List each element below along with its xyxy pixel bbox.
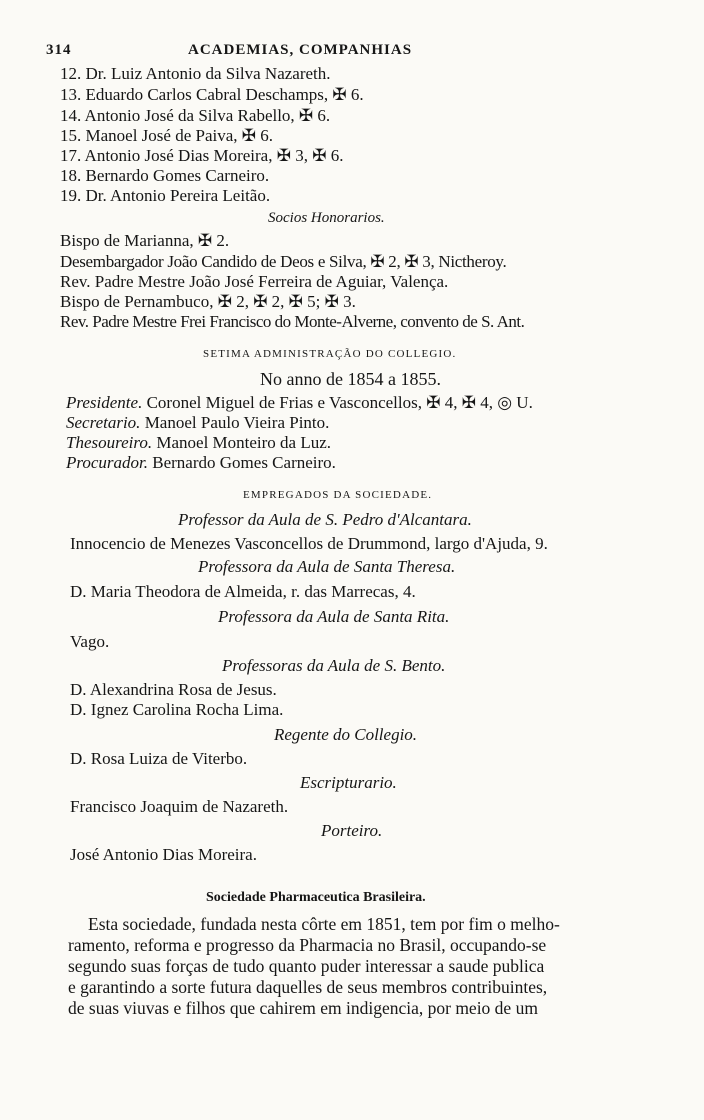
member-line: 15. Manoel José de Paiva, ✠ 6. [60,126,274,145]
admin-name: Coronel Miguel de Frias e Vasconcellos, ✠ 4, ✠ 4, ◎ U. [146,393,533,412]
subheading-rita: Professora da Aula de Santa Rita. [218,607,450,626]
admin-name: Manoel Paulo Vieira Pinto. [144,413,330,432]
subheading-escripturario: Escripturario. [300,773,397,792]
subheading-regente: Regente do Collegio. [274,725,418,744]
admin-role: Procurador. [66,453,149,472]
employee-line: José Antonio Dias Moreira. [70,845,257,864]
admin-row [66,393,533,413]
honorario-line: Rev. Padre Mestre Frei Francisco do Monte-Alverne, convento de S. Ant. [60,312,525,331]
admin-name: Bernardo Gomes Carneiro. [152,453,336,472]
subheading-theresa: Professora da Aula de Santa Theresa. [198,557,456,576]
member-line: 18. Bernardo Gomes Carneiro. [60,166,270,185]
paragraph-line: segundo suas forças de tudo quanto puder interessar a saude publica [68,956,545,976]
page-number: 314 [46,42,72,58]
paragraph-line: Esta sociedade, fundada nesta côrte em 1851, tem por fim o melho- [88,914,560,934]
employee-line: D. Alexandrina Rosa de Jesus. [70,680,277,699]
section-heading-administracao: SETIMA ADMINISTRAÇÃO DO COLLEGIO. [203,348,457,360]
paragraph-line: e garantindo a sorte futura daquelles de seus membros contribuintes, [68,977,548,997]
admin-role: Presidente. [66,393,143,412]
paragraph-line: de suas viuvas e filhos que cahirem em indigencia, por meio de um [68,998,538,1018]
section-heading-empregados: EMPREGADOS DA SOCIEDADE. [243,489,433,501]
admin-name: Manoel Monteiro da Luz. [156,433,332,452]
member-line: 12. Dr. Luiz Antonio da Silva Nazareth. [60,64,331,83]
admin-row [66,413,329,433]
employee-line: D. Ignez Carolina Rocha Lima. [70,700,284,719]
subheading-bento: Professoras da Aula de S. Bento. [222,656,446,675]
member-line: 14. Antonio José da Silva Rabello, ✠ 6. [60,106,331,125]
employee-line: Francisco Joaquim de Nazareth. [70,797,289,816]
subheading-pedro: Professor da Aula de S. Pedro d'Alcantara. [178,510,472,529]
employee-line: D. Maria Theodora de Almeida, r. das Marrecas, 4. [70,582,416,601]
admin-role: Secretario. [66,413,141,432]
admin-role: Thesoureiro. [66,433,153,452]
member-line: 13. Eduardo Carlos Cabral Deschamps, ✠ 6. [60,85,364,104]
section-heading-sociedade: Sociedade Pharmaceutica Brasileira. [206,890,426,905]
running-title: ACADEMIAS, COMPANHIAS [188,42,413,58]
administracao-year: No anno de 1854 a 1855. [260,369,441,389]
honorario-line: Bispo de Marianna, ✠ 2. [60,231,230,250]
honorario-line: Desembargador João Candido de Deos e Silva, ✠ 2, ✠ 3, Nictheroy. [60,252,507,271]
member-line: 19. Dr. Antonio Pereira Leitão. [60,186,271,205]
admin-row [66,433,331,453]
employee-line: D. Rosa Luiza de Viterbo. [70,749,248,768]
honorario-line: Bispo de Pernambuco, ✠ 2, ✠ 2, ✠ 5; ✠ 3. [60,292,356,311]
member-line: 17. Antonio José Dias Moreira, ✠ 3, ✠ 6. [60,146,344,165]
section-heading-honorarios: Socios Honorarios. [268,210,385,226]
admin-row [66,453,336,473]
employee-line: Vago. [70,632,110,651]
subheading-porteiro: Porteiro. [321,821,383,840]
paragraph-line: ramento, reforma e progresso da Pharmacia no Brasil, occupando-se [68,935,547,955]
employee-line: Innocencio de Menezes Vasconcellos de Drummond, largo d'Ajuda, 9. [70,534,548,553]
honorario-line: Rev. Padre Mestre João José Ferreira de Aguiar, Valença. [60,272,449,291]
